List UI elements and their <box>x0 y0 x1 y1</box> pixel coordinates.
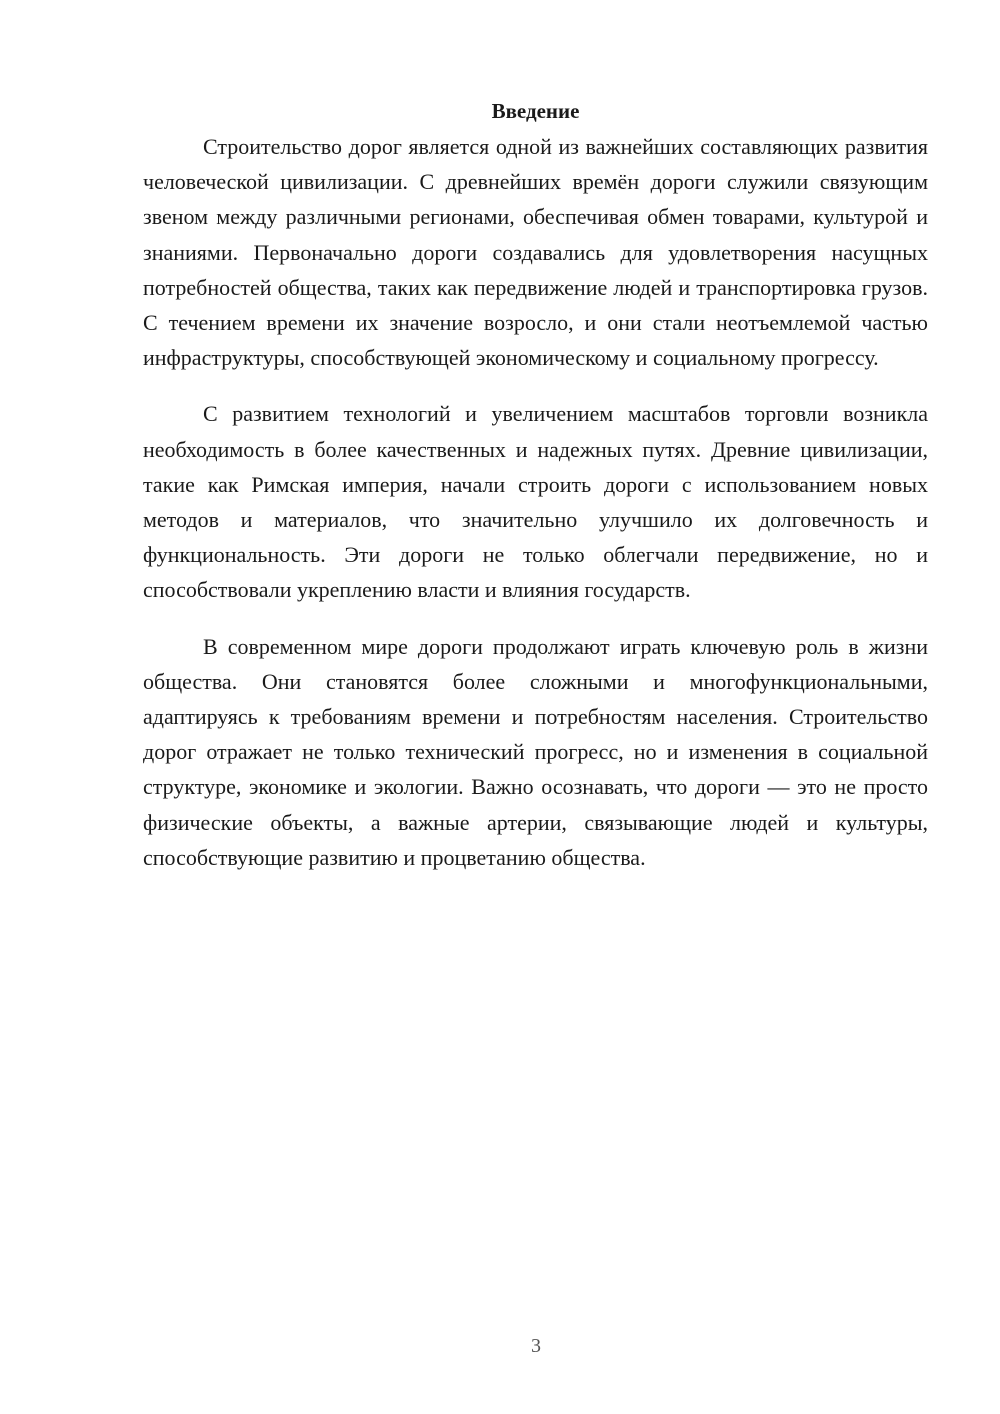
page-title: Введение <box>491 99 580 123</box>
paragraph-3: В современном мире дороги продолжают играть ключевую роль в жизни общества. Они становятся более сложными и многофункциональными, адаптируясь к требованиям времени и потребностям населения. Строительство дорог отражает не только технический прогресс, но и изменения в социальной структуре, экономике и экологии. Важно осознавать, что дороги — это не просто физические объекты, а важные артерии, связывающие людей и культуры, способствующие развитию и процветанию общества. <box>143 633 928 870</box>
paragraph-1: Строительство дорог является одной из важнейших составляющих развития человеческой цивилизации. С древнейших времён дороги служили связующим звеном между различными регионами, обеспечивая обмен товарами, культурой и знаниями. Первоначально дороги создавались для удовлетворения насущных потребностей общества, таких как передвижение людей и транспортировка грузов. С течением времени их значение возросло, и они стали неотъемлемой частью инфраструктуры, способствующей экономическому и социальному прогрессу. <box>143 134 928 371</box>
paragraph-2: С развитием технологий и увеличением масштабов торговли возникла необходимость в более качественных и надежных путях. Древние цивилизации, такие как Римская империя, начали строить дороги с использованием новых методов и материалов, что значительно улучшило их долговечность и функциональность. Эти дороги не только облегчали передвижение, но и способствовали укреплению власти и влияния государств. <box>143 401 928 603</box>
page-number: 3 <box>531 1335 541 1357</box>
page-content <box>143 94 928 875</box>
